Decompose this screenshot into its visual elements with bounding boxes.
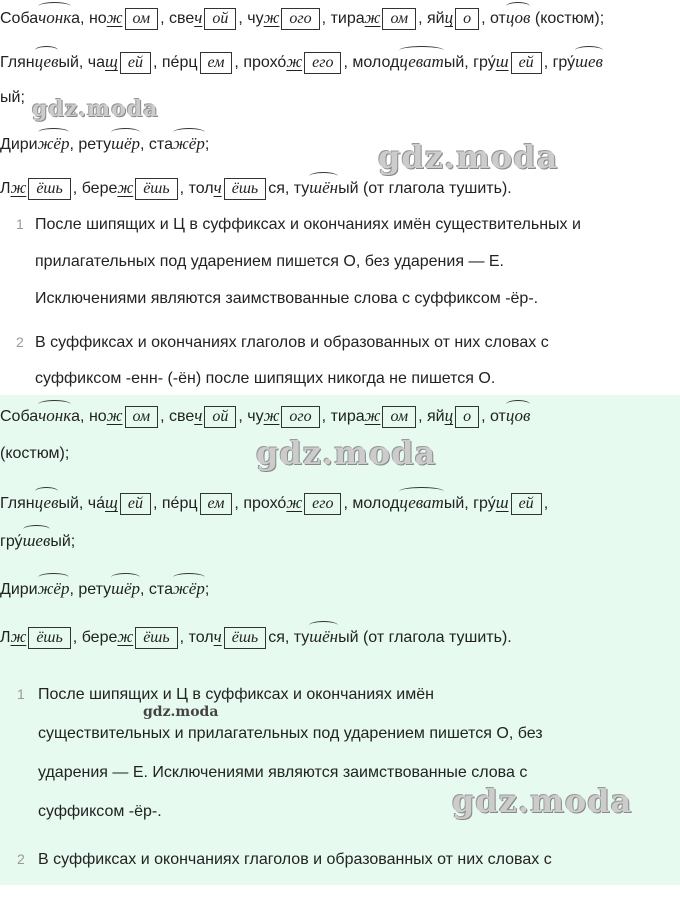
text: ый, ча́ <box>58 495 106 512</box>
root-letter: ж <box>364 8 381 27</box>
text: ся, ту <box>268 180 310 197</box>
exercise-line-4 <box>0 132 209 157</box>
ending-box: ой <box>204 406 236 428</box>
text: , све <box>160 408 195 425</box>
root-letter: ж <box>10 178 27 197</box>
suffix-mark: жёр <box>38 577 70 601</box>
suffix-mark: цеват <box>399 491 444 515</box>
text: , прохо́ <box>234 54 287 71</box>
ending-box: ёшь <box>135 178 177 200</box>
text: гру́ <box>0 533 23 550</box>
answer-line-2b <box>0 529 75 554</box>
ending-box: его <box>304 52 341 74</box>
ending-box: ой <box>204 8 236 30</box>
suffix-mark: шёр <box>111 577 140 601</box>
root-letter: ч <box>194 8 203 27</box>
text: Соба <box>0 408 39 425</box>
text: , све <box>160 10 195 27</box>
text: , <box>543 495 549 512</box>
text: Дири <box>0 136 38 153</box>
rule-text: суффиксом -енн- (-ён) после шипящих никогда не пишется О. <box>35 370 496 387</box>
suffix-mark: шев <box>575 50 603 74</box>
exercise-line-3 <box>0 86 25 110</box>
ending-box: ем <box>200 52 233 74</box>
text: а, но <box>71 10 107 27</box>
root-letter: щ <box>105 52 118 71</box>
text: ; <box>204 581 210 598</box>
text: , тира <box>321 10 365 27</box>
suffix-mark: цев <box>35 491 59 515</box>
answer-line-1 <box>0 404 530 429</box>
ending-box: его <box>304 493 341 515</box>
root-letter: щ <box>105 493 118 512</box>
ending-box: ёшь <box>28 178 70 200</box>
ending-box: ого <box>281 8 319 30</box>
ending-box: ей <box>511 52 542 74</box>
root-letter: ж <box>364 406 381 425</box>
suffix-mark: шёр <box>111 132 140 156</box>
root-letter: ж <box>286 52 303 71</box>
text: , ста <box>140 581 173 598</box>
text: Глян <box>0 495 35 512</box>
suffix-mark: шён <box>309 625 338 649</box>
ending-box: ем <box>200 493 233 515</box>
answer-line-3 <box>0 577 209 602</box>
ending-box: ёшь <box>135 627 177 649</box>
text: , яй <box>418 408 445 425</box>
text: , яй <box>418 10 445 27</box>
root-letter: ж <box>117 627 134 646</box>
root-letter: ч <box>213 178 222 197</box>
text: , прохо́ <box>234 495 287 512</box>
watermark-logo: gdz.moda <box>452 782 633 820</box>
text: , от <box>481 10 506 27</box>
root-letter: ц <box>444 8 454 27</box>
rule-text: После шипящих и Ц в суффиксах и окончаниях имён существительных и <box>35 216 581 233</box>
rule-text: прилагательных под ударением пишется О, без ударения — Е. <box>35 253 504 270</box>
root-letter: ж <box>263 406 280 425</box>
text: ый; <box>0 89 25 106</box>
ending-box: ом <box>125 8 159 30</box>
root-letter: ш <box>495 493 509 512</box>
ending-box: ей <box>120 52 151 74</box>
rule-text: существительных и прилагательных под ударением пишется О, без <box>38 725 543 742</box>
answer-line-4 <box>0 625 512 650</box>
suffix-mark: цов <box>506 404 531 428</box>
suffix-mark: жёр <box>173 132 205 156</box>
answer-line-2 <box>0 491 548 516</box>
suffix-mark: жёр <box>173 577 205 601</box>
suffix-mark: цов <box>506 6 531 30</box>
watermark-logo: gdz.moda <box>143 704 219 720</box>
root-letter: ж <box>10 627 27 646</box>
text: ся, ту <box>268 629 310 646</box>
ending-box: о <box>455 8 479 30</box>
root-letter: ж <box>263 8 280 27</box>
root-letter: ц <box>444 406 454 425</box>
ending-box: о <box>455 406 479 428</box>
suffix-mark: шев <box>23 529 51 553</box>
text: ый (от глагола тушить). <box>338 180 512 197</box>
exercise-line-5 <box>0 176 512 201</box>
text: ый, ча <box>58 54 106 71</box>
watermark-logo: gdz.moda <box>32 96 159 122</box>
text: ый, гру́ <box>443 495 496 512</box>
suffix-mark: жёр <box>38 132 70 156</box>
text: , молод <box>343 54 400 71</box>
root-letter: ж <box>286 493 303 512</box>
rule-text: В суффиксах и окончаниях глаголов и образованных от них словах с <box>38 851 552 868</box>
watermark-logo: gdz.moda <box>378 138 559 176</box>
ending-box: ей <box>511 493 542 515</box>
text: , гру́ <box>543 54 576 71</box>
text: , ста <box>140 136 173 153</box>
root-letter: ч <box>194 406 203 425</box>
watermark-logo: gdz.moda <box>256 434 437 472</box>
rule-text: Исключениями являются заимствованные слова с суффиксом -ёр-. <box>35 290 539 307</box>
text: , рету <box>69 581 112 598</box>
text: Л <box>0 180 11 197</box>
text: , чу <box>238 408 264 425</box>
text: Соба <box>0 10 39 27</box>
suffix-mark: цеват <box>399 50 444 74</box>
text: Л <box>0 629 11 646</box>
text: , от <box>481 408 506 425</box>
ending-box: ёшь <box>224 178 266 200</box>
root-letter: ж <box>106 406 123 425</box>
ending-box: ей <box>120 493 151 515</box>
text: , тира <box>321 408 365 425</box>
text: , бере <box>72 180 118 197</box>
ending-box: ом <box>125 406 159 428</box>
rule-text: После шипящих и Ц в суффиксах и окончаниях имён <box>38 686 434 703</box>
exercise-line-2 <box>0 50 603 75</box>
text: ый; <box>50 533 76 550</box>
answer-line-1b <box>0 442 69 466</box>
text: ый (от глагола тушить). <box>338 629 512 646</box>
root-letter: ж <box>117 178 134 197</box>
text: , чу <box>238 10 264 27</box>
text: Глян <box>0 54 35 71</box>
root-letter: ч <box>213 627 222 646</box>
ending-box: ого <box>281 406 319 428</box>
text: , тол <box>179 180 214 197</box>
ending-box: ом <box>382 8 416 30</box>
text: , молод <box>343 495 400 512</box>
text: , тол <box>179 629 214 646</box>
rule-text: В суффиксах и окончаниях глаголов и образованных от них словах с <box>35 334 549 351</box>
rule-text: ударения — Е. Исключениями являются заимствованные слова с <box>38 764 528 781</box>
suffix-mark: шён <box>309 176 338 200</box>
text: , рету <box>69 136 112 153</box>
text: , бере <box>72 629 118 646</box>
suffix-mark: цев <box>35 50 59 74</box>
list-number: 2 <box>17 851 25 867</box>
ending-box: ёшь <box>28 627 70 649</box>
list-number: 1 <box>17 686 25 702</box>
root-letter: ж <box>106 8 123 27</box>
root-letter: ш <box>495 52 509 71</box>
text: Дири <box>0 581 38 598</box>
ending-box: ёшь <box>224 627 266 649</box>
suffix-mark: чонк <box>38 6 71 30</box>
text: (костюм); <box>530 10 605 27</box>
list-number: 2 <box>16 334 24 350</box>
suffix-mark: чонк <box>38 404 71 428</box>
ending-box: ом <box>382 406 416 428</box>
text: , пе́рц <box>152 495 198 512</box>
text: а, но <box>71 408 107 425</box>
text: , пе́рц <box>152 54 198 71</box>
text: (костюм); <box>0 445 70 462</box>
list-number: 1 <box>16 216 24 232</box>
rule-text: суффиксом -ёр-. <box>38 803 162 820</box>
exercise-line-1 <box>0 6 604 31</box>
text: ый, гру́ <box>443 54 496 71</box>
text: ; <box>204 136 210 153</box>
